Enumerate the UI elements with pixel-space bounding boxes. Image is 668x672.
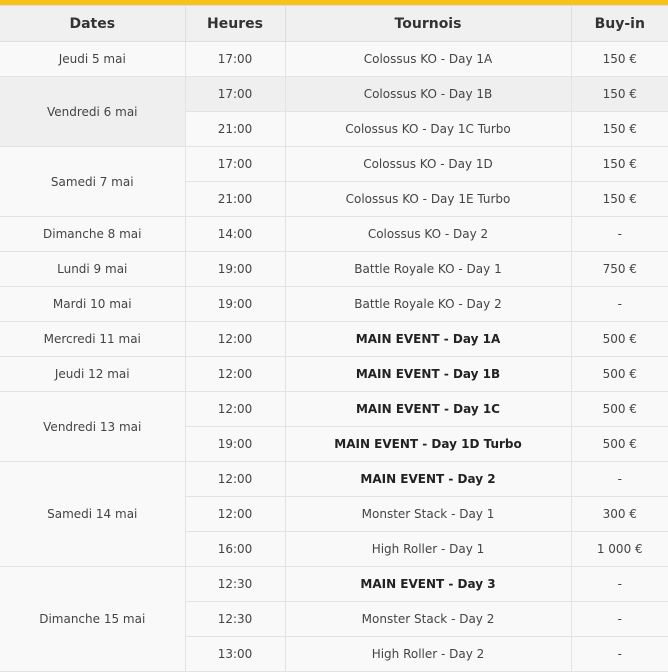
time-cell: 16:00 <box>185 532 285 567</box>
header-tournois: Tournois <box>285 6 571 42</box>
buyin-cell: 300 € <box>571 497 668 532</box>
tournament-schedule-table <box>0 5 668 672</box>
header-heures: Heures <box>185 6 285 42</box>
date-cell: Vendredi 6 mai <box>0 77 185 147</box>
buyin-cell: - <box>571 602 668 637</box>
buyin-cell: 1 000 € <box>571 532 668 567</box>
date-cell: Samedi 7 mai <box>0 147 185 217</box>
buyin-cell: 500 € <box>571 392 668 427</box>
time-cell: 21:00 <box>185 182 285 217</box>
table-row <box>0 147 668 182</box>
header-buyin: Buy-in <box>571 6 668 42</box>
tournament-cell: MAIN EVENT - Day 3 <box>285 567 571 602</box>
buyin-cell: - <box>571 287 668 322</box>
date-cell: Vendredi 13 mai <box>0 392 185 462</box>
tournament-cell: Monster Stack - Day 2 <box>285 602 571 637</box>
buyin-cell: 150 € <box>571 147 668 182</box>
tournament-cell: Battle Royale KO - Day 1 <box>285 252 571 287</box>
table-row <box>0 567 668 602</box>
time-cell: 17:00 <box>185 42 285 77</box>
buyin-cell: - <box>571 637 668 672</box>
buyin-cell: 150 € <box>571 112 668 147</box>
tournament-cell: High Roller - Day 1 <box>285 532 571 567</box>
date-cell: Samedi 14 mai <box>0 462 185 567</box>
time-cell: 19:00 <box>185 287 285 322</box>
tournament-cell: MAIN EVENT - Day 1D Turbo <box>285 427 571 462</box>
tournament-cell: MAIN EVENT - Day 1A <box>285 322 571 357</box>
buyin-cell: 150 € <box>571 182 668 217</box>
tournament-cell: Colossus KO - Day 1D <box>285 147 571 182</box>
buyin-cell: 150 € <box>571 77 668 112</box>
tournament-cell: Colossus KO - Day 1A <box>285 42 571 77</box>
time-cell: 12:00 <box>185 497 285 532</box>
time-cell: 12:30 <box>185 602 285 637</box>
table-row <box>0 462 668 497</box>
time-cell: 13:00 <box>185 637 285 672</box>
time-cell: 12:00 <box>185 392 285 427</box>
time-cell: 19:00 <box>185 427 285 462</box>
tournament-cell: MAIN EVENT - Day 1B <box>285 357 571 392</box>
tournament-cell: Colossus KO - Day 1C Turbo <box>285 112 571 147</box>
time-cell: 12:00 <box>185 357 285 392</box>
buyin-cell: 750 € <box>571 252 668 287</box>
buyin-cell: 500 € <box>571 357 668 392</box>
table-row <box>0 392 668 427</box>
buyin-cell: 500 € <box>571 427 668 462</box>
time-cell: 14:00 <box>185 217 285 252</box>
buyin-cell: 500 € <box>571 322 668 357</box>
table-row <box>0 322 668 357</box>
tournament-cell: Colossus KO - Day 1E Turbo <box>285 182 571 217</box>
tournament-cell: Battle Royale KO - Day 2 <box>285 287 571 322</box>
date-cell: Jeudi 5 mai <box>0 42 185 77</box>
table-row <box>0 357 668 392</box>
buyin-cell: - <box>571 217 668 252</box>
tournament-cell: Colossus KO - Day 1B <box>285 77 571 112</box>
time-cell: 17:00 <box>185 147 285 182</box>
date-cell: Mercredi 11 mai <box>0 322 185 357</box>
date-cell: Lundi 9 mai <box>0 252 185 287</box>
time-cell: 12:00 <box>185 322 285 357</box>
buyin-cell: - <box>571 567 668 602</box>
table-row <box>0 252 668 287</box>
tournament-cell: High Roller - Day 2 <box>285 637 571 672</box>
buyin-cell: - <box>571 462 668 497</box>
buyin-cell: 150 € <box>571 42 668 77</box>
date-cell: Dimanche 8 mai <box>0 217 185 252</box>
table-header-row <box>0 6 668 42</box>
time-cell: 12:00 <box>185 462 285 497</box>
table-row <box>0 287 668 322</box>
header-dates: Dates <box>0 6 185 42</box>
time-cell: 17:00 <box>185 77 285 112</box>
tournament-cell: Monster Stack - Day 1 <box>285 497 571 532</box>
time-cell: 12:30 <box>185 567 285 602</box>
tournament-cell: MAIN EVENT - Day 2 <box>285 462 571 497</box>
table-row <box>0 42 668 77</box>
time-cell: 19:00 <box>185 252 285 287</box>
date-cell: Jeudi 12 mai <box>0 357 185 392</box>
tournament-cell: MAIN EVENT - Day 1C <box>285 392 571 427</box>
tournament-cell: Colossus KO - Day 2 <box>285 217 571 252</box>
time-cell: 21:00 <box>185 112 285 147</box>
table-row <box>0 217 668 252</box>
date-cell: Dimanche 15 mai <box>0 567 185 672</box>
table-row <box>0 77 668 112</box>
date-cell: Mardi 10 mai <box>0 287 185 322</box>
